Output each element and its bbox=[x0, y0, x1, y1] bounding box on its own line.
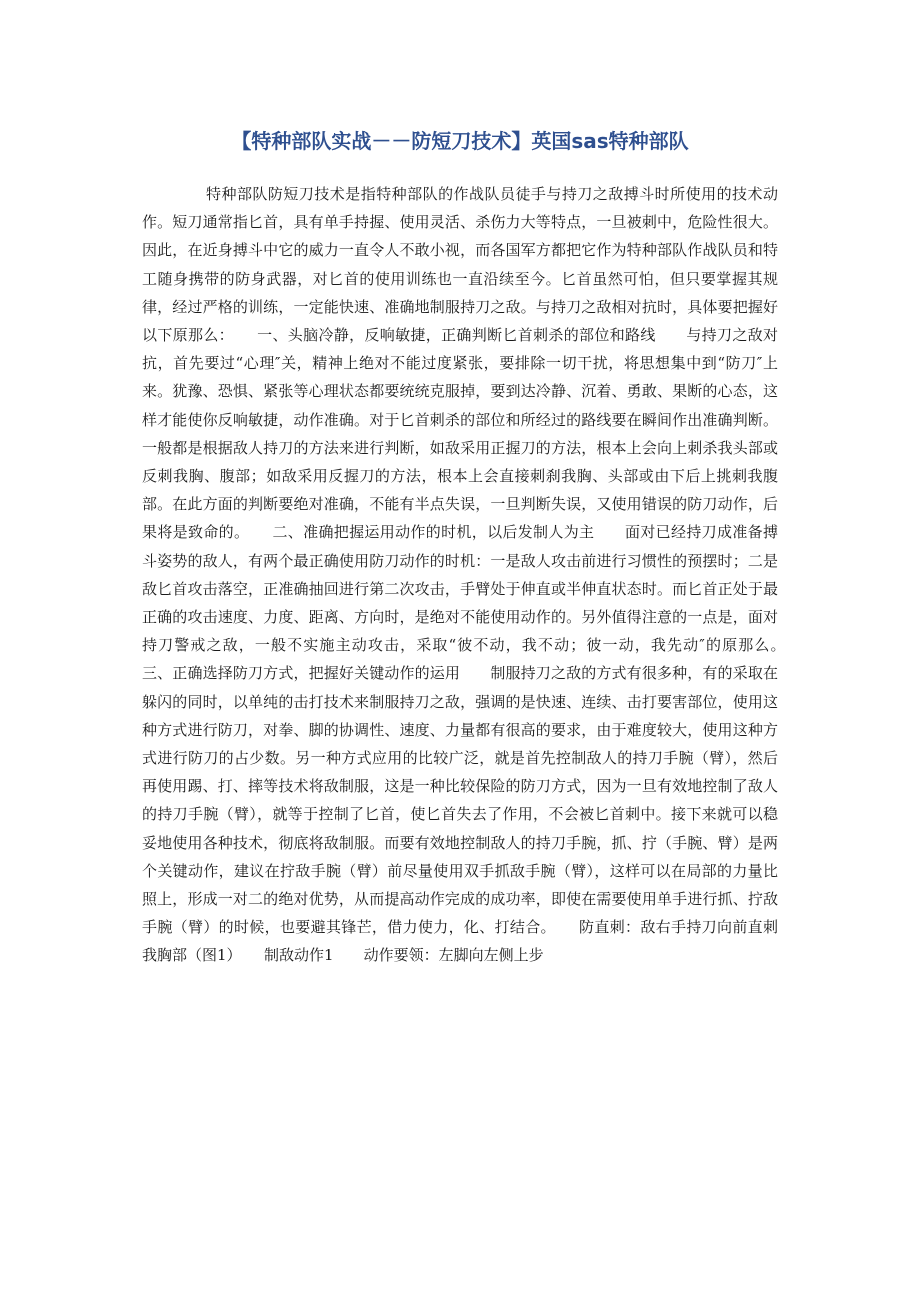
document-title: 【特种部队实战－－防短刀技术】英国sas特种部队 bbox=[231, 129, 689, 153]
document-body-paragraph: 特种部队防短刀技术是指特种部队的作战队员徒手与持刀之敌搏斗时所使用的技术动作。短刀通常指匕首，具有单手持握、使用灵活、杀伤力大等特点，一旦被刺中，危险性很大。因此，在近身搏斗中它的威力一直令人不敢小视，而各国军方都把它作为特种部队作战队员和特工随身携带的防身武器，对匕首的使用训练也一直沿续至今。匕首虽然可怕，但只要掌握其规律，经过严格的训练，一定能快速、准确地制服持刀之敌。与持刀之敌相对抗时，具体要把握好以下原那么： 一、头脑冷静，反响敏捷，正确判断匕首刺杀的部位和路线 与持刀之敌对抗，首先要过“心理″关，精神上绝对不能过度紧张，要排除一切干扰，将思想集中到“防刀″上来。犹豫、恐惧、紧张等心理状态都要统统克服掉，要到达冷静、沉着、勇敢、果断的心态，这样才能使你反响敏捷，动作准确。对于匕首刺杀的部位和所经过的路线要在瞬间作出准确判断。一般都是根据敌人持刀的方法来进行判断，如敌采用正握刀的方法，根本上会向上刺杀我头部或反刺我胸、腹部；如敌采用反握刀的方法，根本上会直接刺刹我胸、头部或由下后上挑刺我腹部。在此方面的判断要绝对准确，不能有半点失误，一旦判断失误，又使用错误的防刀动作，后果将是致命的。 二、准确把握运用动作的时机，以后发制人为主 面对已经持刀成准备搏斗姿势的敌人，有两个最正确使用防刀动作的时机：一是敌人攻击前进行习惯性的预摆时；二是敌匕首攻击落空，正准确抽回进行第二次攻击，手臂处于伸直或半伸直状态时。而匕首正处于最正确的攻击速度、力度、距离、方向时，是绝对不能使用动作的。另外值得注意的一点是，面对持刀警戒之敌，一般不实施主动攻击，采取“彼不动，我不动；彼一动，我先动″的原那么。 三、正确选择防刀方式，把握好关键动作的运用 制服持刀之敌的方式有很多种，有的采取在躲闪的同时，以单纯的击打技术来制服持刀之敌，强调的是快速、连续、击打要害部位，使用这种方式进行防刀，对拳、脚的协调性、速度、力量都有很高的要求，由于难度较大，使用这种方式进行防刀的占少数。另一种方式应用的比较广泛，就是首先控制敌人的持刀手腕（臂），然后再使用踢、打、摔等技术将敌制服，这是一种比较保险的防刀方式，因为一旦有效地控制了敌人的持刀手腕（臂），就等于控制了匕首，使匕首失去了作用，不会被匕首刺中。接下来就可以稳妥地使用各种技术，彻底将敌制服。而要有效地控制敌人的持刀手腕，抓、拧（手腕、臂）是两个关键动作，建议在拧敌手腕（臂）前尽量使用双手抓敌手腕（臂），这样可以在局部的力量比照上，形成一对二的绝对优势，从而提高动作完成的成功率，即使在需要使用单手进行抓、拧敌手腕（臂）的时候，也要避其锋芒，借力使力，化、打结合。 防直刺：敌右手持刀向前直刺我胸部（图1） 制敌动作1 动作要领：左脚向左侧上步 bbox=[142, 185, 809, 965]
